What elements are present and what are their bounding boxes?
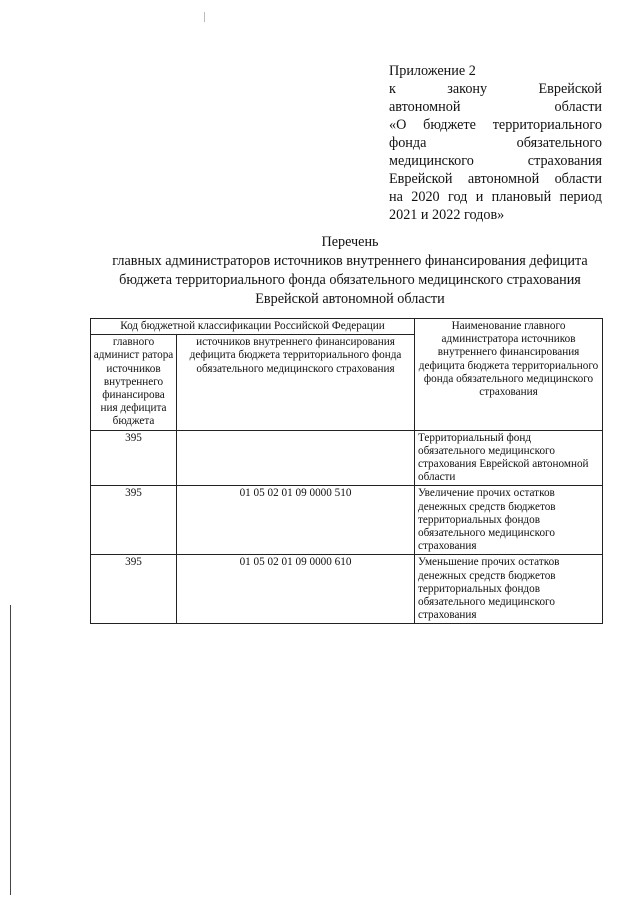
title-line: главных администраторов источников внутреннего финансирования дефицита [112, 253, 588, 269]
cell-name: Увеличение прочих остатков денежных средств бюджетов территориальных фондов обязательного медицинского страхования [415, 486, 603, 555]
header-classification-code: Код бюджетной классификации Российской Федерации [91, 319, 415, 335]
header-administrator-name: Наименование главного администратора источников внутреннего финансирования дефицита бюджета территориального фонда обязательного медицинского страхования [415, 319, 603, 431]
cell-admin-code: 395 [91, 486, 177, 555]
appendix-line: «О бюджете территориального [389, 117, 602, 133]
table-row [91, 430, 603, 486]
scan-mark-top [204, 12, 205, 22]
administrators-table [90, 318, 603, 624]
cell-source-code [177, 430, 415, 486]
cell-source-code: 01 05 02 01 09 0000 610 [177, 555, 415, 624]
appendix-line: автономной области [389, 99, 602, 115]
cell-name: Уменьшение прочих остатков денежных средств бюджетов территориальных фондов обязательного медицинского страхования [415, 555, 603, 624]
appendix-block [389, 62, 602, 224]
cell-source-code: 01 05 02 01 09 0000 510 [177, 486, 415, 555]
appendix-line: Еврейской автономной области [389, 171, 602, 187]
cell-admin-code: 395 [91, 555, 177, 624]
appendix-line: фонда обязательного [389, 135, 602, 151]
cell-name: Территориальный фонд обязательного медицинского страхования Еврейской автономной области [415, 430, 603, 486]
table-row [91, 486, 603, 555]
title-line: Перечень [321, 234, 379, 250]
header-source-code: источников внутреннего финансирования дефицита бюджета территориального фонда обязательного медицинского страхования [177, 335, 415, 430]
header-admin-code: главного админист ратора источников внутреннего финансирова ния дефицита бюджета [91, 335, 177, 430]
title-line: бюджета территориального фонда обязательного медицинского страхования [119, 272, 581, 288]
scan-mark-left [10, 605, 11, 895]
appendix-line: 2021 и 2022 годов» [389, 207, 505, 223]
appendix-line: Приложение 2 [389, 63, 476, 79]
title-line: Еврейской автономной области [255, 291, 445, 307]
appendix-line: на 2020 год и плановый период [389, 189, 602, 205]
table-row [91, 555, 603, 624]
appendix-line: медицинского страхования [389, 153, 602, 169]
document-title [70, 233, 630, 309]
cell-admin-code: 395 [91, 430, 177, 486]
table-header-row [91, 319, 603, 335]
appendix-line: к закону Еврейской [389, 81, 602, 97]
